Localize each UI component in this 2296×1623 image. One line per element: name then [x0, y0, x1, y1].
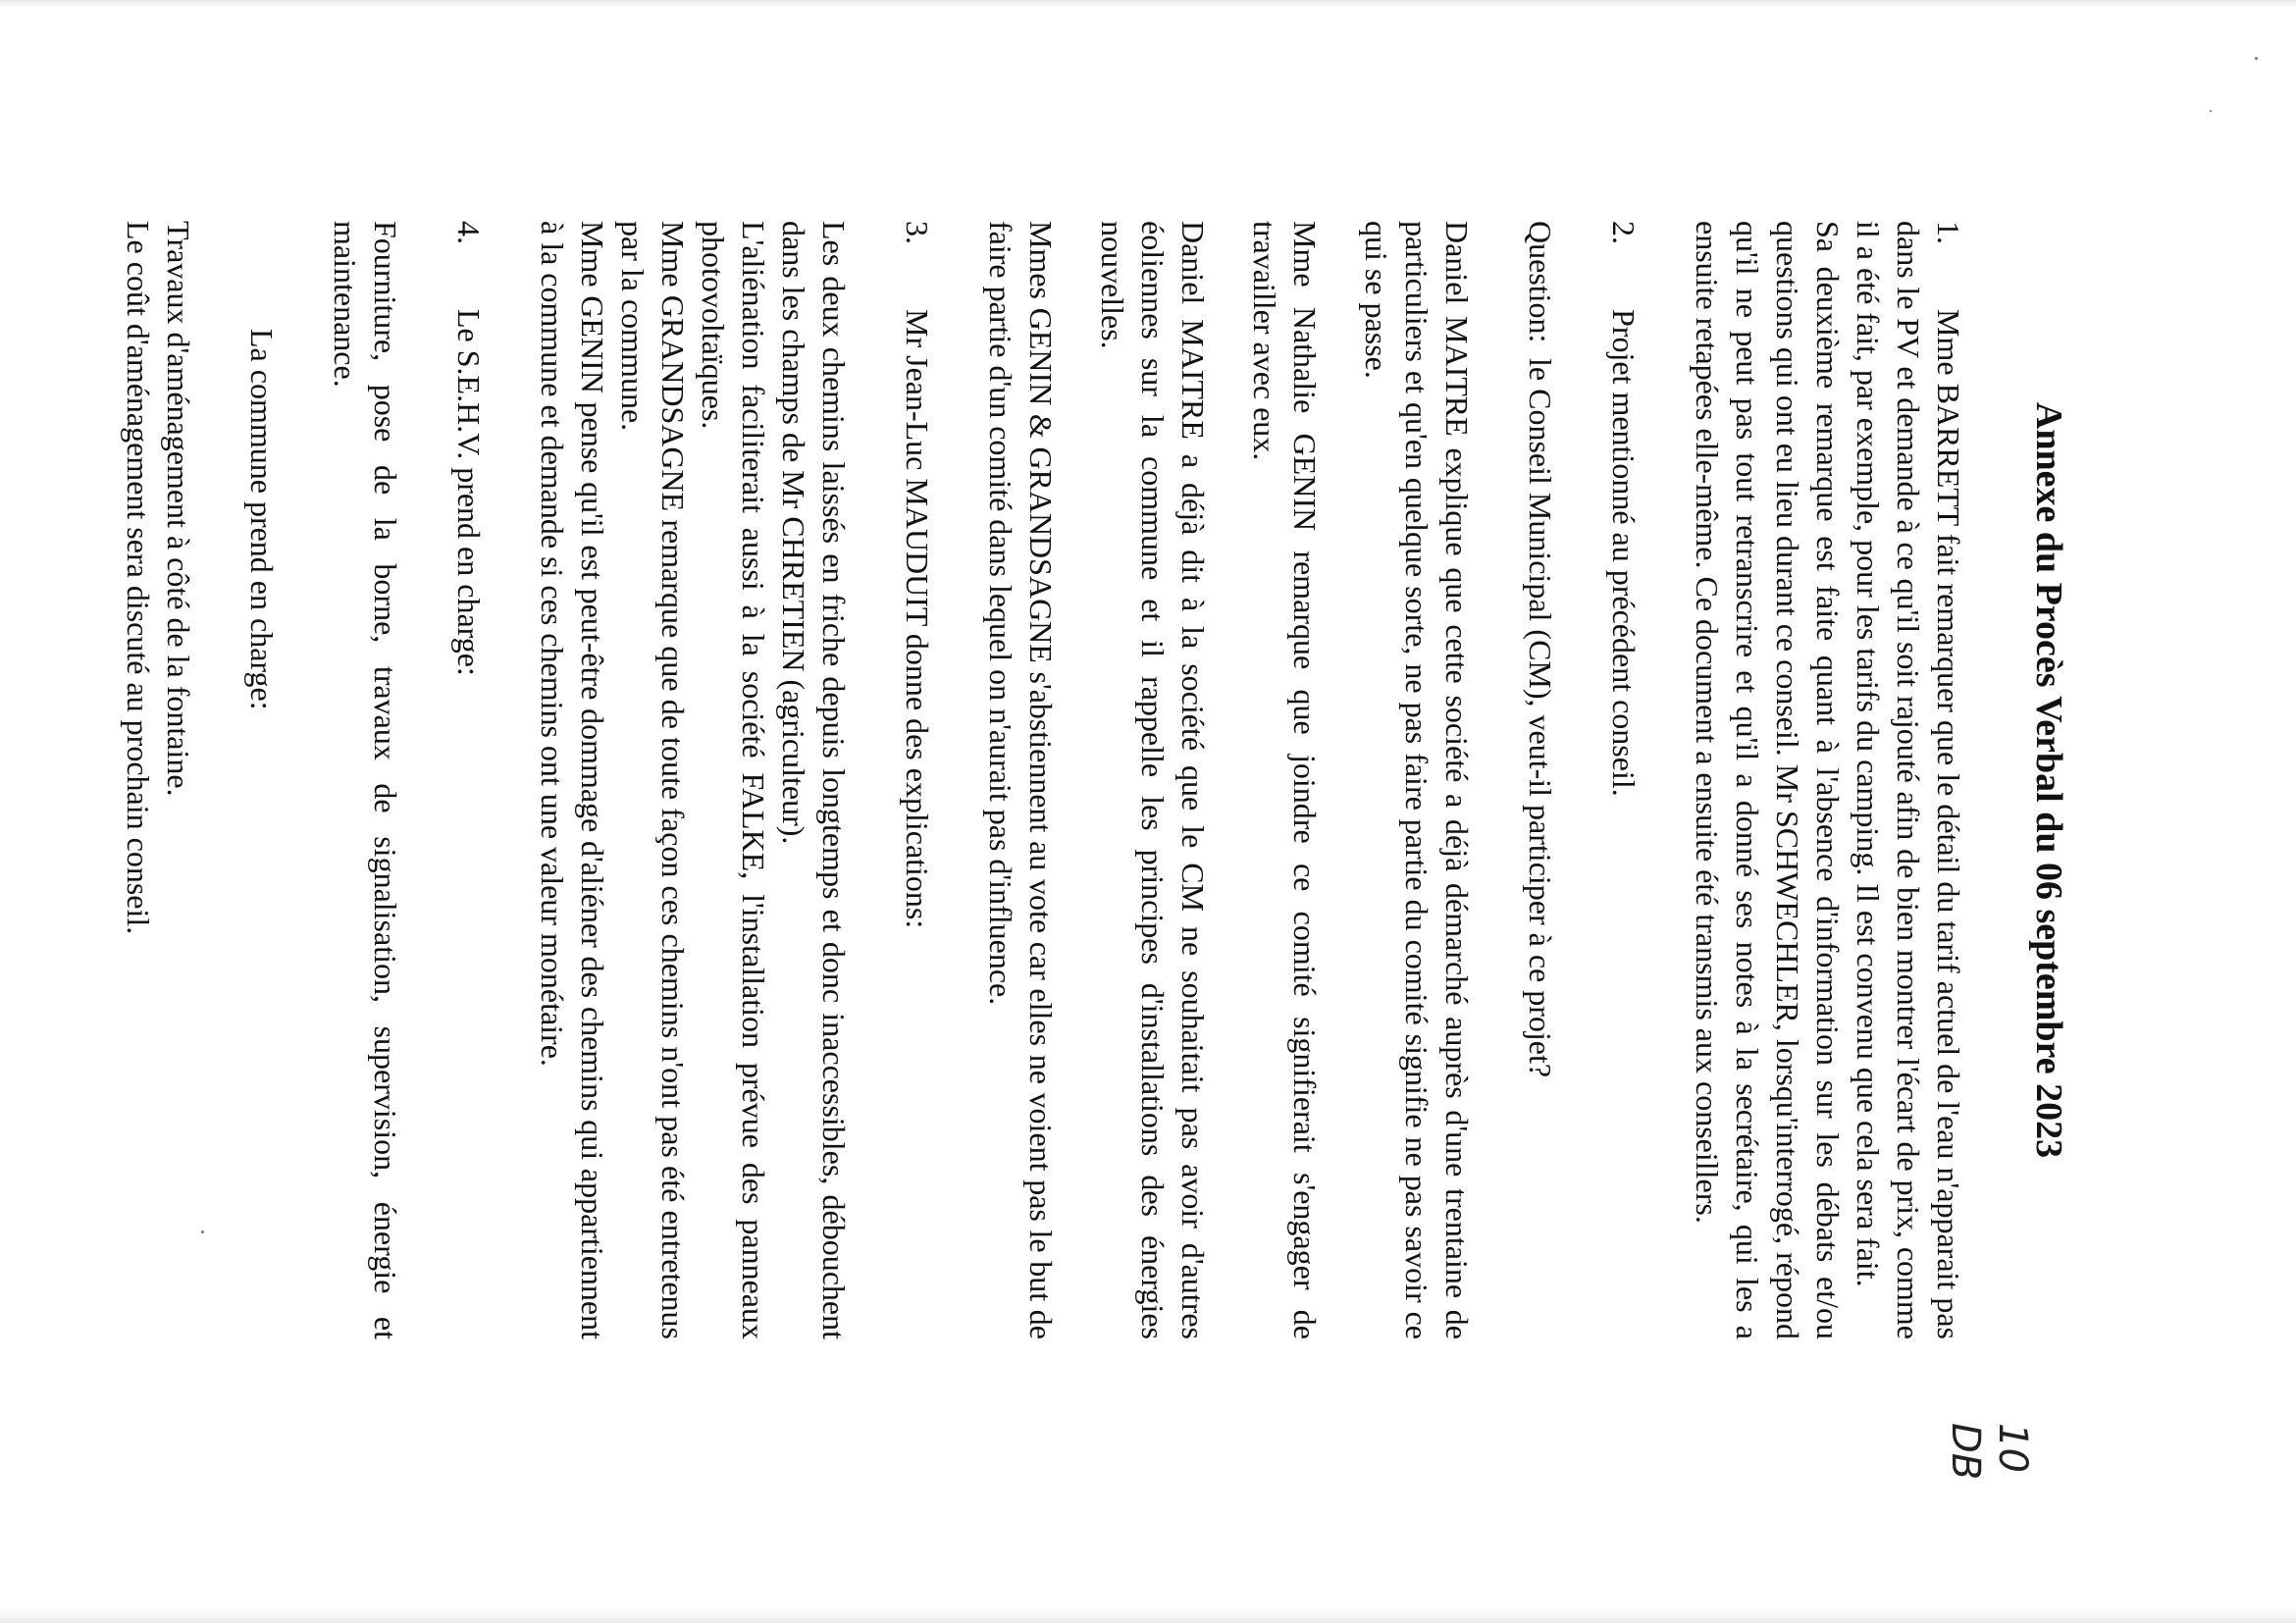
- section-3-heading: 3.Mr Jean-Luc MAUDUIT donne des explications:: [897, 221, 937, 1339]
- handwritten-initials: DB: [1943, 1423, 1988, 1481]
- section-number: 3.: [900, 221, 935, 244]
- question-label: Question:: [1523, 221, 1558, 343]
- section-3-p4: Mme GENIN pense qu'il est peut-être dommage d'aliéner des chemins qui appartiennent à la commune et demande si ces chemins ont une valeur monétaire.: [535, 221, 610, 1339]
- section-4-p2: Travaux d'aménagement à côté de la fontaine.: [161, 221, 196, 797]
- scan-speck: [2210, 110, 2212, 112]
- section-number: 4.: [451, 221, 487, 244]
- section-3-p1: Les deux chemins laissés en friche depuis longtemps et donc inaccessibles, débouchent dans les champs de Mr CHRETIEN (agriculteur).: [776, 221, 852, 1339]
- section-4-p3: Le coût d'aménagement sera discuté au prochain conseil.: [121, 221, 156, 935]
- page-title: Annexe du Procès Verbal du 06 septembre 2023: [2028, 401, 2069, 1159]
- section-2-question: Question:le Conseil Municipal (CM), veut-il participer à ce projet?: [1520, 221, 1560, 1339]
- section-3-p2: L'aliénation faciliterait aussi à la société FALKE, l'installation prévue des panneaux photovoltaïques.: [696, 221, 771, 1339]
- section-2-p3: Daniel MAITRE a déjà dit à la société que le CM ne souhaitait pas avoir d'autres éoliennes sur la commune et il rappelle les principes d'installations des énergies nouvelles.: [1095, 221, 1211, 1339]
- section-2-p2: Mme Nathalie GENIN remarque que joindre ce comité signifierait s'engager de travailler avec eux.: [1247, 221, 1323, 1339]
- section-2-heading: 2.Projet mentionné au précédent conseil.: [1603, 221, 1644, 1339]
- section-2-p4: Mmes GENIN & GRANDSAGNE s'abstiennent au vote car elles ne voient pas le but de faire partie d'un comité dans lequel on n'aurait pas d'influence.: [983, 221, 1059, 1339]
- section-4-p1: Fourniture, pose de la borne, travaux de signalisation, supervision, énergie et maintenance.: [328, 221, 403, 1339]
- section-1-p2: Sa deuxième remarque est faite quant à l'absence d'information sur les débats et/ou questions qui ont eu lieu durant ce conseil. Mr SCHWECHLER, lorsqu'interrogé, répond qu'il ne peut pas tout retranscrire et qu'il a donné ses notes à la secrétaire, qui les a ensuite retapées elle-même. Ce document a ensuite été transmis aux conseillers.: [1690, 221, 1846, 1339]
- handwritten-annotation: [1908, 1423, 2036, 1541]
- handwritten-page-number: 10: [1990, 1423, 2035, 1473]
- section-4-sub-heading: La commune prend en charge:: [244, 329, 280, 710]
- section-4-heading: 4.Le S.E.H.V. prend en charge:: [448, 221, 489, 1339]
- document-page: [121, 221, 2070, 1339]
- section-1-p1: 1.Mme BARRETT fait remarquer que le détail du tarif actuel de l'eau n'apparait pas dans le PV et demande à ce qu'il soit rajouté afin de bien montrer l'écart de prix, comme il a été fait, par exemple, pour les tarifs du camping. Il est convenu que cela sera fait.: [1851, 221, 1966, 1339]
- scan-speck: [2255, 57, 2258, 60]
- section-2-p1: Daniel MAITRE explique que cette société a déjà démarché auprès d'une trentaine de particuliers et qu'en quelque sorte, ne pas faire partie du comité signifie ne pas savoir ce qui se passe.: [1359, 221, 1475, 1339]
- scan-edge-bottom: [0, 1605, 2296, 1623]
- scan-edge-top: [0, 0, 2296, 8]
- section-number: 1.: [1931, 221, 1966, 244]
- section-3-p3: Mme GRANDSAGNE remarque que de toute façon ces chemins n'ont pas été entretenus par la commune.: [615, 221, 691, 1339]
- section-number: 2.: [1606, 221, 1642, 244]
